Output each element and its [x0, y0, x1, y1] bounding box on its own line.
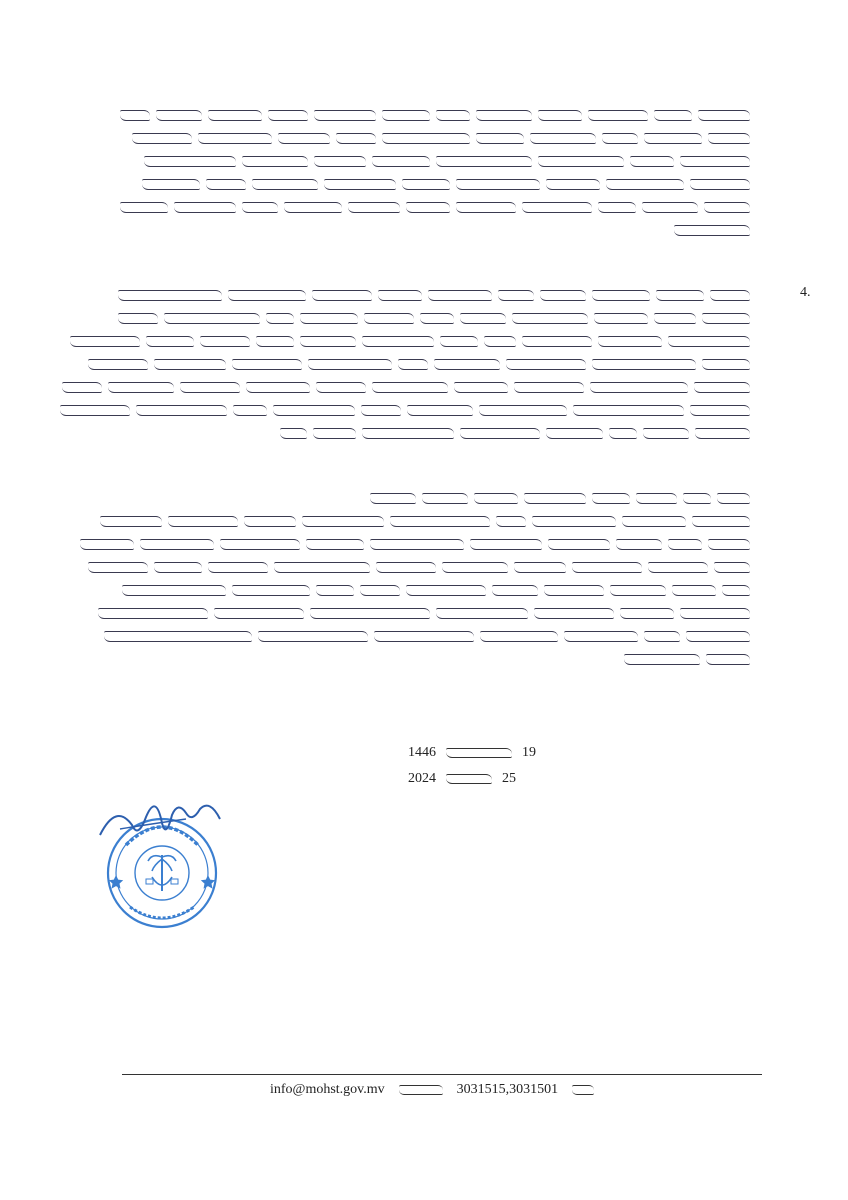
- official-seal: [96, 795, 234, 933]
- text-line: [60, 357, 750, 371]
- footer-phone[interactable]: 3031515,3031501: [456, 1082, 559, 1097]
- text-line: [60, 606, 750, 620]
- hijri-year: 1446: [408, 745, 436, 760]
- text-line: [112, 108, 750, 122]
- text-line: [102, 177, 750, 191]
- gregorian-month-script: [446, 774, 492, 784]
- text-line: [60, 288, 750, 302]
- footer-contact: [270, 1080, 740, 1100]
- text-line: [280, 426, 750, 440]
- gregorian-date: [408, 766, 568, 792]
- text-line: [60, 583, 750, 597]
- text-line: [60, 311, 750, 325]
- text-line: [102, 131, 750, 145]
- text-line: [60, 560, 750, 574]
- text-line: [610, 652, 750, 666]
- phone-label-script: [572, 1085, 594, 1095]
- text-line: [60, 403, 750, 417]
- seal-graphic: [96, 795, 234, 933]
- hijri-date: [408, 740, 568, 766]
- gregorian-year: 2024: [408, 771, 436, 786]
- text-line: [60, 514, 750, 528]
- text-line: [102, 154, 750, 168]
- email-label-script: [399, 1085, 443, 1095]
- hijri-day: 19: [522, 745, 536, 760]
- date-block: [408, 740, 568, 792]
- item-number: 4.: [800, 285, 811, 300]
- text-line: [102, 200, 750, 214]
- hijri-month-script: [446, 748, 512, 758]
- gregorian-day: 25: [502, 771, 516, 786]
- text-line: [666, 223, 750, 237]
- footer-divider: [122, 1074, 762, 1075]
- text-line: [60, 537, 750, 551]
- text-line: [60, 629, 750, 643]
- text-line: [60, 380, 750, 394]
- text-line: [370, 491, 750, 505]
- text-line: [60, 334, 750, 348]
- footer-email[interactable]: info@mohst.gov.mv: [270, 1082, 385, 1097]
